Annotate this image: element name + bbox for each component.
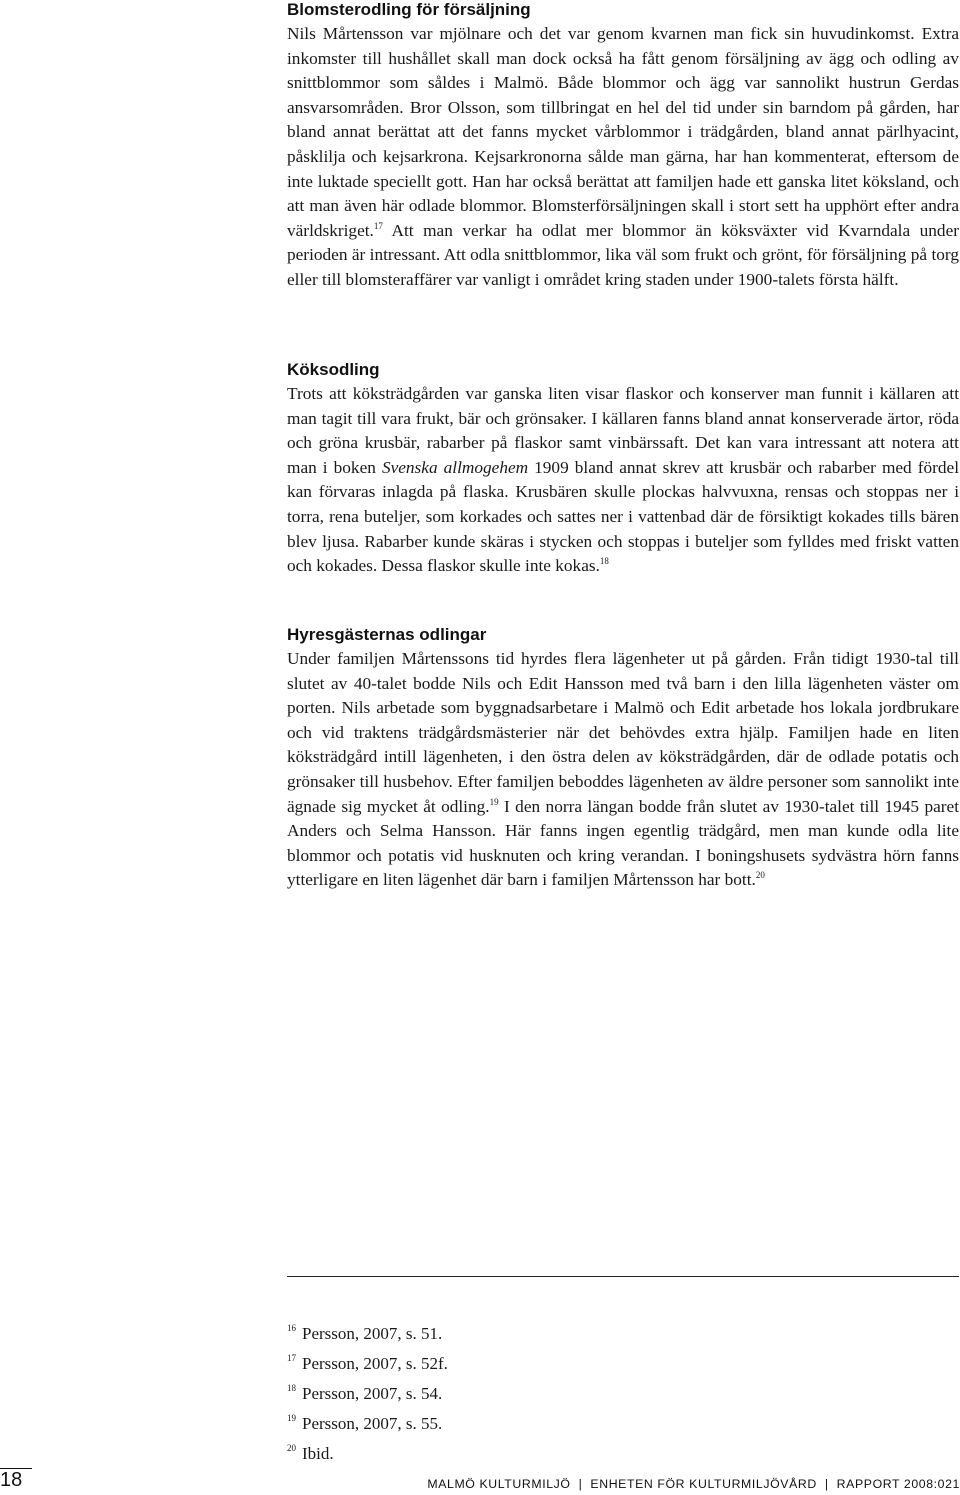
footnote-ref[interactable]: 19	[489, 796, 499, 807]
footnotes	[287, 1316, 687, 1466]
section-kitchen-garden	[287, 360, 959, 579]
page-number: 18	[0, 1469, 23, 1491]
book-title: Svenska allmogehem	[381, 457, 529, 477]
footnote-text: Persson, 2007, s. 55.	[302, 1414, 443, 1433]
paragraph-text: Att man verkar ha odlat mer blommor än köksväxter vid Kvarndala under perioden är intressant. Att odla snittblommor, lika väl som frukt och grönt, för försäljning på torg eller till blomsteraffärer var vanligt i området kring staden under 1900-talets första hälft.	[287, 220, 959, 289]
paragraph-text: I den norra längan bodde från slutet av 1930-talet till 1945 paret Anders och Selma Hansson. Här fanns ingen egentlig trädgård, men man kunde odla lite blommor och potatis vid husknuten och kring verandan. I boningshusets sydvästra hörn fanns ytterligare en liten lägenhet där barn i familjen Mårtensson har bott.	[287, 796, 959, 890]
section-tenant-gardens	[287, 625, 959, 893]
footnote-divider	[287, 1276, 959, 1277]
footnote-ref[interactable]: 17	[373, 220, 383, 231]
footnote-ref[interactable]: 20	[755, 870, 765, 881]
section-paragraph	[287, 647, 959, 893]
footnote-number: 19	[287, 1413, 296, 1423]
section-paragraph	[287, 22, 959, 293]
footnote-number: 18	[287, 1383, 296, 1393]
footnote-number: 16	[287, 1323, 296, 1333]
paragraph-text: 1909 bland annat skrev att krusbär och rabarber med fördel kan förvaras inlagda på flaska. Krusbären skulle plockas halvvuxna, rensas och stoppas ner i torra, rena buteljer, som korkades och sattes ner i vattenbad där de försiktigt kokades tills bären blev ljusa. Rabarber kunde skäras i stycken och stoppas i buteljer som fylldes med friskt vatten och kokades. Dessa flaskor skulle inte kokas.	[287, 457, 960, 576]
footnote-ref[interactable]: 18	[599, 556, 609, 567]
section-flower-cultivation	[287, 0, 959, 293]
footnote-item	[287, 1316, 687, 1346]
footnote-text: Persson, 2007, s. 51.	[302, 1324, 443, 1343]
footnote-number: 17	[287, 1353, 296, 1363]
paragraph-text: Trots att köksträdgården var ganska liten visar flaskor och konserver man funnit i källaren att man tagit till vara frukt, bär och grönsaker. I källaren fanns bland annat konserverade ärtor, röda och gröna krusbär, rabarber på flaskor samt vinbärssaft. Det kan vara intressant att notera att man i boken	[287, 384, 959, 477]
paragraph-text: Nils Mårtensson var mjölnare och det var genom kvarnen man fick sin huvudinkomst. Extra inkomster till hushållet skall man dock också ha fått genom försäljning av ägg och odling av snittblommor som såldes i Malmö. Både blommor och ägg var sannolikt hustrun Gerdas ansvarsområden. Bror Olsson, som tillbringat en hel del tid under sin barndom på gården, har bland annat berättat att det fanns mycket vårblommor i trädgården, bland annat pärlhyacint, påsklilja och kejsarkrona. Kejsarkronorna sålde man gärna, har han kommenterat, eftersom de inte luktade speciellt gott. Han har också berättat att familjen hade ett ganska litet köksland, och att man även här odlade blommor. Blomsterförsäljningen skall i stort sett ha upphört efter andra världskriget.	[287, 24, 959, 240]
section-heading: Blomsterodling för försäljning	[287, 0, 531, 19]
footnote-item	[287, 1346, 687, 1376]
footnote-item	[287, 1436, 687, 1466]
footnote-item	[287, 1376, 687, 1406]
footnote-item	[287, 1406, 687, 1436]
paragraph-text: Under familjen Mårtenssons tid hyrdes flera lägenheter ut på gården. Från tidigt 1930-tal till slutet av 40-talet bodde Nils och Edit Hansson med två barn i den lilla lägenheten väster om porten. Nils arbetade som byggnadsarbetare i Malmö och Edit arbetade hos lokala jordbrukare och vid traktens trädgårdsmästerier när det behövdes extra hjälp. Familjen hade en liten köksträdgård intill lägenheten, i den östra delen av köksträdgården, där de odlade potatis och grönsaker till husbehov. Efter familjen beboddes lägenheten av äldre personer som sannolikt inte ägnade sig mycket åt odling.	[287, 649, 959, 816]
footnote-text: Persson, 2007, s. 52f.	[302, 1354, 448, 1373]
section-heading: Hyresgästernas odlingar	[287, 625, 487, 644]
footnote-number: 20	[287, 1443, 296, 1453]
section-paragraph	[287, 382, 959, 579]
running-footer: MALMÖ KULTURMILJÖ | ENHETEN FÖR KULTURMILJÖVÅRD | RAPPORT 2008:021	[427, 1477, 960, 1491]
footnote-text: Persson, 2007, s. 54.	[302, 1384, 443, 1403]
section-heading: Köksodling	[287, 360, 380, 379]
footnote-text: Ibid.	[302, 1444, 334, 1463]
